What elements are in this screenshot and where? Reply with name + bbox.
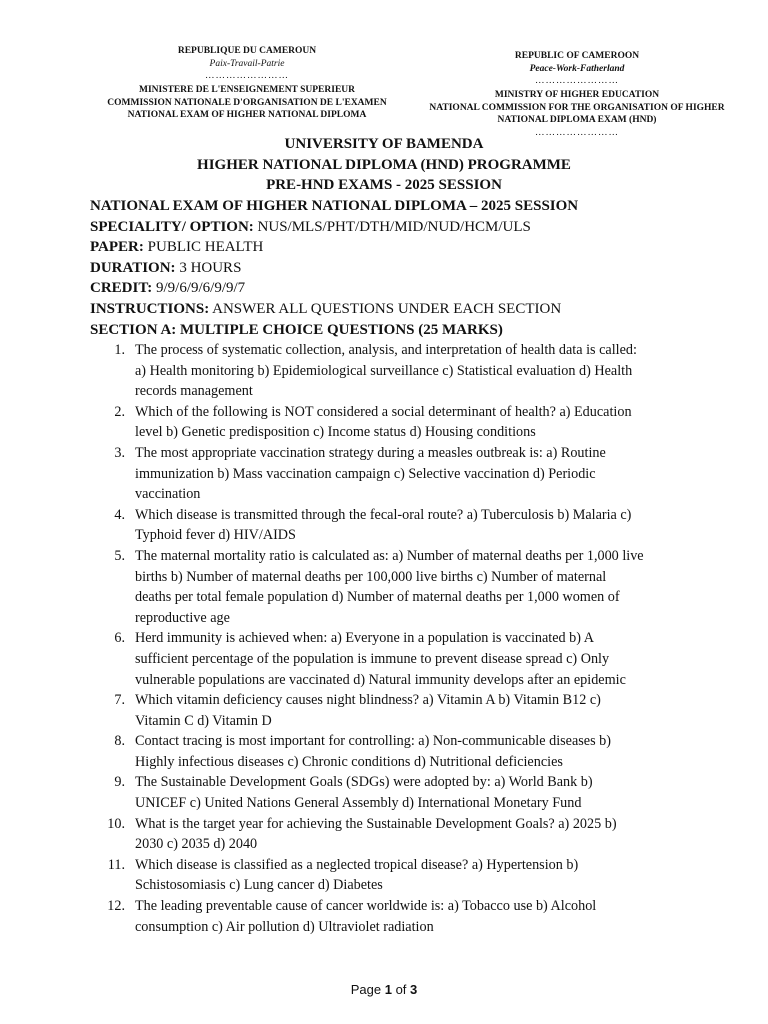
question-item bbox=[90, 546, 690, 628]
exam-title: NATIONAL EXAM OF HIGHER NATIONAL DIPLOMA – 2025 SESSION bbox=[90, 198, 579, 214]
question-text-line: immunization b) Mass vaccination campaign c) Selective vaccination d) Periodic bbox=[135, 465, 596, 482]
question-number: 11. bbox=[107, 856, 125, 873]
question-item bbox=[90, 402, 690, 443]
question-text-line: The process of systematic collection, analysis, and interpretation of health data is called: bbox=[135, 342, 637, 358]
question-item bbox=[90, 855, 690, 896]
paper-label: PAPER: bbox=[90, 239, 144, 256]
separator-dots-fr: …………………… bbox=[205, 71, 289, 81]
ministry-en: MINISTRY OF HIGHER EDUCATION bbox=[494, 90, 660, 100]
question-item bbox=[90, 690, 690, 731]
country-name-fr: REPUBLIQUE DU CAMEROUN bbox=[177, 46, 317, 56]
question-text-line: vaccination bbox=[135, 486, 201, 503]
programme-title: HIGHER NATIONAL DIPLOMA (HND) PROGRAMME bbox=[197, 156, 571, 173]
question-text-line: Which disease is transmitted through the fecal-oral route? a) Tuberculosis b) Malaria c) bbox=[135, 506, 632, 523]
question-text-line: Contact tracing is most important for controlling: a) Non-communicable diseases b) bbox=[135, 733, 611, 750]
question-text-line: What is the target year for achieving the Sustainable Development Goals? a) 2025 b) bbox=[135, 815, 617, 832]
instructions-value: ANSWER ALL QUESTIONS UNDER EACH SECTION bbox=[209, 300, 562, 317]
question-item bbox=[90, 505, 690, 546]
duration-label: DURATION: bbox=[90, 259, 176, 276]
question-text-line: 2030 c) 2035 d) 2040 bbox=[135, 836, 258, 853]
exam-metadata bbox=[90, 196, 710, 340]
question-number: 8. bbox=[114, 733, 125, 750]
question-list bbox=[90, 340, 690, 937]
question-text-line: records management bbox=[135, 383, 253, 400]
ministry-fr: MINISTERE DE L'ENSEIGNEMENT SUPERIEUR bbox=[139, 85, 355, 95]
question-text-line: Vitamin C d) Vitamin D bbox=[135, 712, 272, 729]
question-number: 10. bbox=[107, 815, 125, 832]
motto-en: Peace-Work-Fatherland bbox=[529, 63, 625, 74]
commission-en-line1: NATIONAL COMMISSION FOR THE ORGANISATION OF HIGHER bbox=[429, 102, 725, 113]
question-item bbox=[90, 443, 690, 505]
question-item bbox=[90, 731, 690, 772]
header-right-english bbox=[420, 50, 734, 139]
question-text-line: Which vitamin deficiency causes night blindness? a) Vitamin A b) Vitamin B12 c) bbox=[135, 692, 601, 709]
question-text-line: The Sustainable Development Goals (SDGs) were adopted by: a) World Bank b) bbox=[135, 774, 593, 791]
question-text-line: births b) Number of maternal deaths per 100,000 live births c) Number of maternal bbox=[135, 568, 607, 585]
exam-titles bbox=[0, 134, 768, 196]
question-text-line: consumption c) Air pollution d) Ultraviolet radiation bbox=[135, 918, 434, 935]
question-number: 5. bbox=[114, 547, 125, 564]
question-number: 9. bbox=[114, 774, 125, 791]
separator-dots-en-2: …………………… bbox=[535, 127, 619, 138]
question-item bbox=[90, 628, 690, 690]
question-text-line: Which disease is classified as a neglected tropical disease? a) Hypertension b) bbox=[135, 856, 579, 873]
motto-fr: Paix-Travail-Patrie bbox=[209, 58, 285, 69]
credit-label: CREDIT: bbox=[90, 280, 153, 297]
question-number: 7. bbox=[114, 692, 125, 709]
commission-fr-cut-line: NATIONAL EXAM OF HIGHER NATIONAL DIPLOMA bbox=[127, 110, 367, 120]
university-title: UNIVERSITY OF BAMENDA bbox=[284, 136, 484, 152]
question-number: 6. bbox=[114, 630, 125, 647]
question-number: 12. bbox=[107, 898, 125, 915]
question-text-line: sufficient percentage of the population is immune to prevent disease spread c) Only bbox=[135, 650, 610, 667]
question-text-line: deaths per total female population d) Number of maternal deaths per 1,000 women of bbox=[135, 589, 620, 606]
instructions-row bbox=[90, 299, 710, 320]
commission-fr: COMMISSION NATIONALE D'ORGANISATION DE L'EXAMEN bbox=[107, 97, 387, 108]
speciality-label: SPECIALITY/ OPTION: bbox=[90, 218, 254, 235]
separator-dots-en: …………………… bbox=[535, 76, 619, 86]
duration-row bbox=[90, 258, 710, 279]
question-text-line: reproductive age bbox=[135, 609, 230, 626]
question-text-line: Typhoid fever d) HIV/AIDS bbox=[135, 527, 296, 544]
speciality-row bbox=[90, 217, 710, 238]
page-footer bbox=[0, 982, 768, 997]
question-text-line: The maternal mortality ratio is calculated as: a) Number of maternal deaths per 1,000 live bbox=[135, 547, 644, 564]
current-page-number: 1 bbox=[384, 982, 392, 997]
credit-row bbox=[90, 278, 710, 299]
question-text-line: a) Health monitoring b) Epidemiological surveillance c) Statistical evaluation d) Health bbox=[135, 362, 633, 379]
question-text-line: UNICEF c) United Nations General Assembly d) International Monetary Fund bbox=[135, 795, 582, 812]
header-left-french bbox=[96, 45, 398, 120]
total-pages-number: 3 bbox=[410, 982, 418, 997]
question-text-line: The most appropriate vaccination strategy during a measles outbreak is: a) Routine bbox=[135, 444, 606, 461]
question-text-line: vulnerable populations are vaccinated d) Natural immunity develops after an epidemic bbox=[135, 671, 626, 688]
speciality-value: NUS/MLS/PHT/DTH/MID/NUD/HCM/ULS bbox=[253, 218, 531, 235]
section-a-heading: SECTION A: MULTIPLE CHOICE QUESTIONS (25 MARKS) bbox=[90, 321, 503, 338]
instructions-label: INSTRUCTIONS: bbox=[90, 300, 210, 317]
question-text-line: Schistosomiasis c) Lung cancer d) Diabetes bbox=[135, 877, 383, 894]
question-number: 2. bbox=[114, 403, 125, 420]
question-item bbox=[90, 340, 690, 402]
credit-value: 9/9/6/9/6/9/9/7 bbox=[152, 280, 246, 297]
country-name-en: REPUBLIC OF CAMEROON bbox=[514, 51, 640, 61]
question-item bbox=[90, 772, 690, 813]
paper-row bbox=[90, 237, 710, 258]
question-text-line: Which of the following is NOT considered a social determinant of health? a) Education bbox=[135, 403, 632, 420]
question-number: 4. bbox=[114, 506, 125, 523]
duration-value: 3 HOURS bbox=[175, 259, 242, 276]
question-item bbox=[90, 896, 690, 937]
question-text-line: level b) Genetic predisposition c) Income status d) Housing conditions bbox=[135, 424, 536, 441]
page-word: Page bbox=[350, 982, 385, 997]
question-text-line: Herd immunity is achieved when: a) Everyone in a population is vaccinated b) A bbox=[135, 630, 594, 647]
question-text-line: Highly infectious diseases c) Chronic conditions d) Nutritional deficiencies bbox=[135, 753, 563, 770]
question-number: 1. bbox=[114, 342, 125, 358]
of-word: of bbox=[391, 982, 411, 997]
question-number: 3. bbox=[114, 444, 125, 461]
question-item bbox=[90, 814, 690, 855]
question-text-line: The leading preventable cause of cancer worldwide is: a) Tobacco use b) Alcohol bbox=[135, 898, 597, 915]
session-title: PRE-HND EXAMS - 2025 SESSION bbox=[266, 177, 502, 193]
commission-en-line2: NATIONAL DIPLOMA EXAM (HND) bbox=[497, 115, 657, 125]
paper-value: PUBLIC HEALTH bbox=[143, 239, 264, 256]
